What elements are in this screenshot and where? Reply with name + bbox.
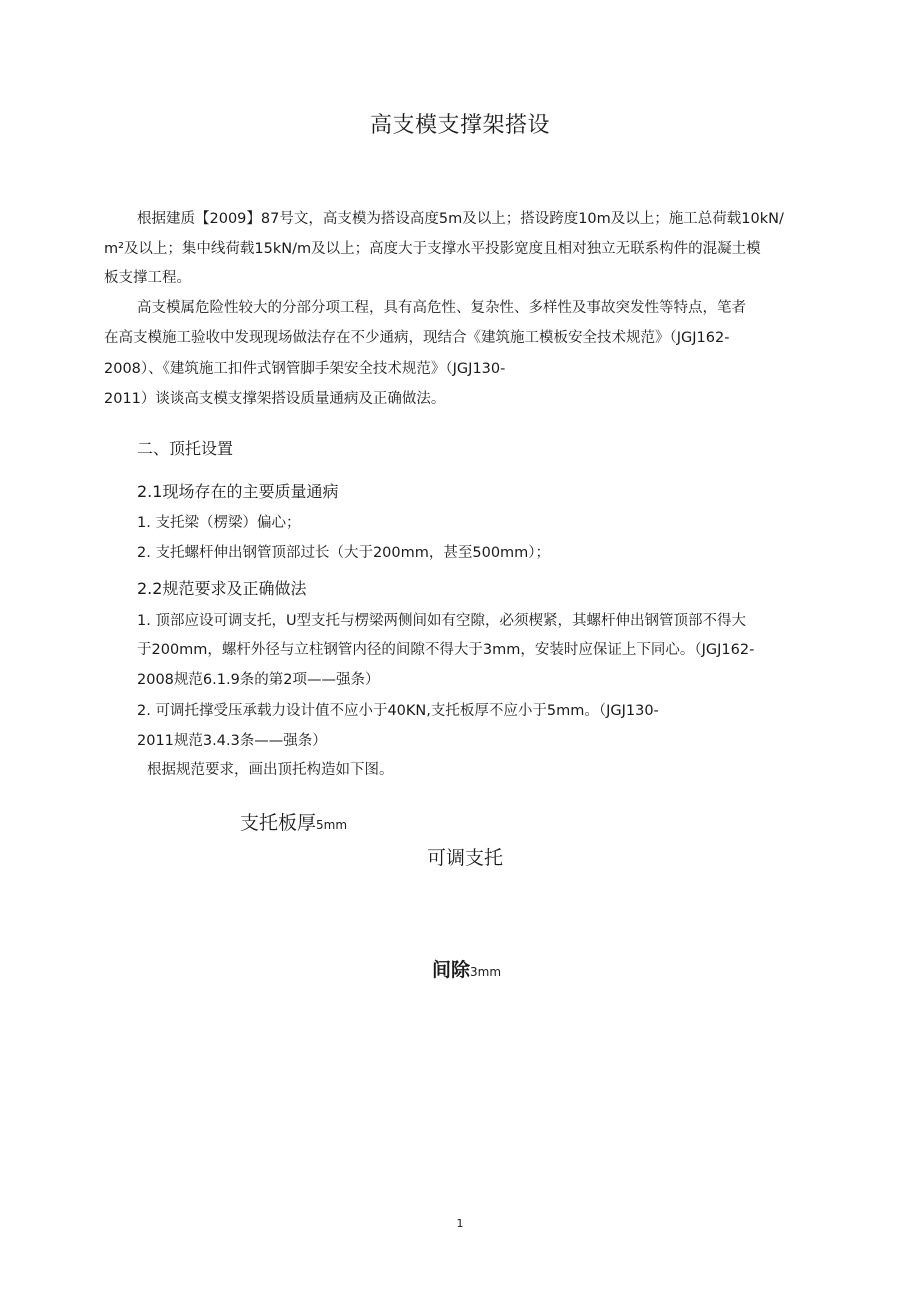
intro-p2-line-4: 2011）谈谈高支模支撑架搭设质量通病及正确做法。	[104, 391, 446, 407]
rule-item-1-line-2: 于200mm，螺杆外径与立柱钢管内径的间隙不得大于3mm，安装时应保证上下同心。（JGJ162-	[137, 642, 755, 658]
figure-note: 根据规范要求，画出顶托构造如下图。	[147, 762, 394, 778]
subsection-heading-2-2: 2.2规范要求及正确做法	[137, 579, 307, 598]
intro-p2-line-1: 高支模属危险性较大的分部分项工程，具有高危性、复杂性、多样性及事故突发性等特点，笔者	[137, 300, 746, 316]
subsection-heading-2-1: 2.1现场存在的主要质量通病	[137, 482, 339, 501]
rule-item-1-line-1: 1. 顶部应设可调支托，U型支托与楞梁两侧间如有空隙，必须楔紧，其螺杆伸出钢管顶部不得大	[137, 613, 747, 629]
issue-item-1: 1. 支托梁（楞梁）偏心；	[137, 515, 301, 531]
intro-p2-line-2: 在高支模施工验收中发现现场做法存在不少通病，现结合《建筑施工模板安全技术规范》（JGJ162-	[104, 330, 730, 346]
figure-label-plate-thickness	[240, 811, 347, 837]
figure-label-plate-unit: 5mm	[316, 818, 348, 832]
rule-item-2-line-1: 2. 可调托撑受压承载力设计值不应小于40KN,支托板厚不应小于5mm。（JGJ130-	[137, 703, 659, 719]
figure-label-gap	[432, 958, 501, 984]
page-title: 高支模支撑架搭设	[369, 113, 550, 138]
section-heading: 二、顶托设置	[137, 439, 234, 458]
page-number: 1	[456, 1217, 464, 1230]
figure-label-plate-text: 支托板厚	[240, 812, 317, 834]
rule-item-2-line-2: 2011规范3.4.3条——强条）	[137, 733, 327, 749]
intro-p1-line-1: 根据建质【2009】87号文，高支模为搭设高度5m及以上；搭设跨度10m及以上；施工总荷载10kN/	[137, 211, 784, 227]
figure-label-gap-unit: 3mm	[470, 965, 502, 979]
intro-p1-line-3: 板支撑工程。	[104, 270, 191, 286]
figure-label-gap-text: 间除	[432, 959, 471, 981]
figure-label-adjustable-support: 可调支托	[427, 847, 504, 869]
intro-p1-line-2: m²及以上；集中线荷载15kN/m及以上；高度大于支撑水平投影宽度且相对独立无联系构件的混凝土模	[104, 241, 761, 257]
intro-p2-line-3: 2008）、《建筑施工扣件式钢管脚手架安全技术规范》（JGJ130-	[104, 361, 506, 377]
issue-item-2: 2. 支托螺杆伸出钢管顶部过长（大于200mm，甚至500mm）；	[137, 545, 551, 561]
rule-item-1-line-3: 2008规范6.1.9条的第2项——强条）	[137, 672, 380, 688]
